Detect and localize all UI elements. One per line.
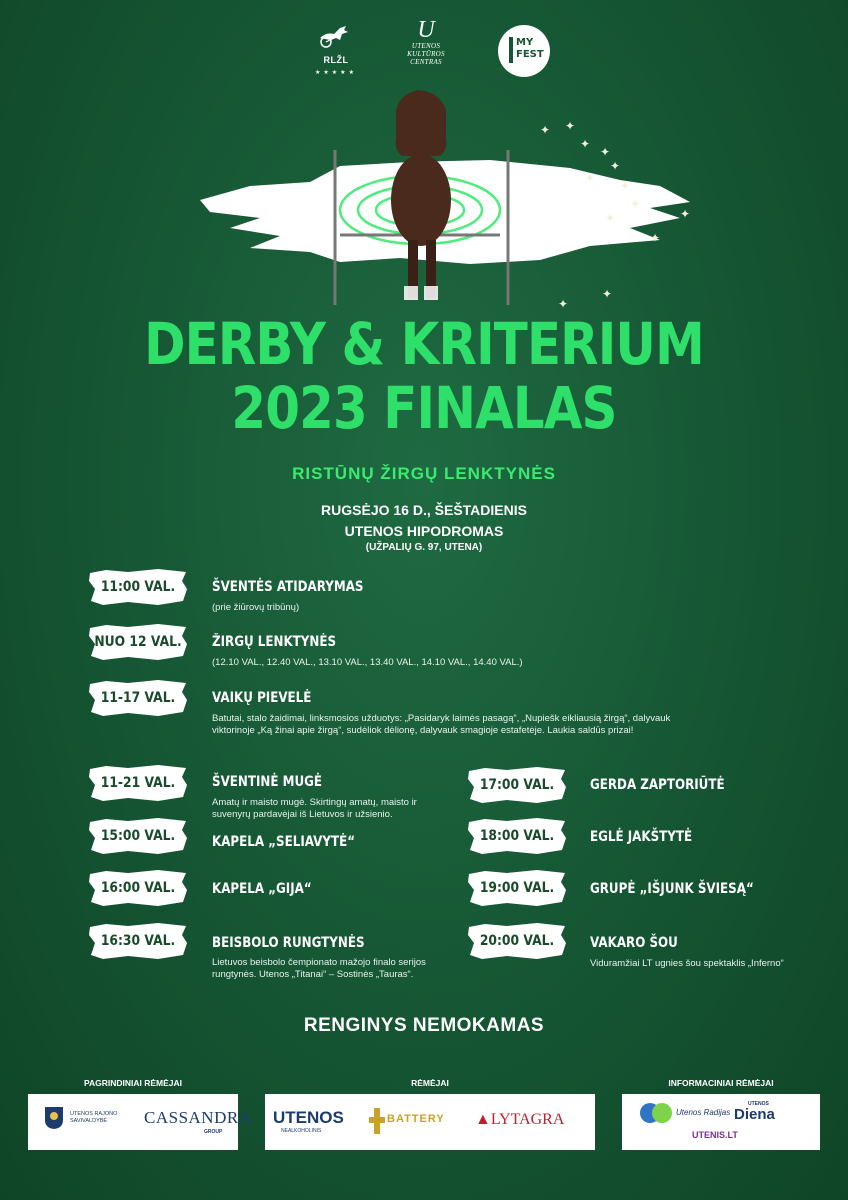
myfest-bar bbox=[509, 37, 513, 63]
time-badge: 11-17 VAL. bbox=[88, 678, 188, 718]
time-badge: 16:30 VAL. bbox=[88, 921, 188, 961]
svg-text:✦: ✦ bbox=[605, 211, 616, 225]
free-event-notice: RENGINYS NEMOKAMAS bbox=[303, 1015, 545, 1036]
time-badge: NUO 12 VAL. bbox=[88, 622, 188, 662]
event-venue: UTENOS HIPODROMAS bbox=[344, 523, 504, 539]
lytagra-name: LYTAGRA bbox=[490, 1111, 565, 1128]
stars-decoration: ★★★★★ bbox=[315, 70, 357, 76]
lytagra-triangle-icon: ▲ bbox=[475, 1111, 491, 1128]
event-description: (12.10 VAL., 12.40 VAL., 13.10 VAL., 13.40 VAL., 14.10 VAL., 14.40 VAL.) bbox=[212, 657, 523, 668]
lytagra-logo bbox=[475, 1111, 564, 1129]
utenos-beer-logo: UTENOS bbox=[273, 1108, 344, 1127]
event-title: GERDA ZAPTORIŪTĖ bbox=[590, 777, 725, 793]
event-address: (UŽPALIŲ G. 97, UTENA) bbox=[365, 542, 483, 553]
sponsors-box bbox=[265, 1094, 595, 1150]
utenis-logo: UTENIS.LT bbox=[692, 1130, 738, 1140]
svg-text:✦: ✦ bbox=[630, 197, 641, 211]
time-badge: 16:00 VAL. bbox=[88, 868, 188, 908]
main-sponsors-label: PAGRINDINIAI RĖMĖJAI bbox=[83, 1078, 183, 1088]
cassandra-group-text: GROUP bbox=[204, 1129, 223, 1135]
svg-text:✦: ✦ bbox=[600, 145, 611, 159]
svg-text:✦: ✦ bbox=[558, 297, 569, 311]
title-line-1: DERBY & KRITERIUM bbox=[144, 310, 704, 378]
horse bbox=[391, 90, 451, 300]
svg-text:✦: ✦ bbox=[580, 137, 591, 151]
svg-text:✦: ✦ bbox=[620, 179, 631, 193]
time-badge: 15:00 VAL. bbox=[88, 816, 188, 856]
event-title: KAPELA „SELIAVYTĖ“ bbox=[212, 834, 356, 850]
event-title: EGLĖ JAKŠTYTĖ bbox=[590, 829, 693, 845]
event-description: Amatų ir maisto mugė. Skirtingų amatų, maisto ir suvenyrų pardavėjai iš Lietuvos ir užsienio. bbox=[212, 797, 417, 820]
utenos-diena-small: UTENOS bbox=[748, 1101, 769, 1107]
utena-coat-of-arms-icon bbox=[44, 1106, 64, 1130]
cassandra-logo: CASSANDRA bbox=[144, 1108, 252, 1127]
battery-logo: BATTERY bbox=[387, 1113, 445, 1125]
subtitle: RISTŪNŲ ŽIRGŲ LENKTYNĖS bbox=[292, 464, 556, 483]
info-sponsors-box bbox=[622, 1094, 820, 1150]
main-title bbox=[59, 312, 788, 440]
ukc-u-mark: U bbox=[417, 17, 435, 43]
title-line-2: 2023 FINALAS bbox=[231, 374, 617, 442]
svg-text:✦: ✦ bbox=[540, 123, 551, 137]
ukc-line-3: CENTRAS bbox=[410, 58, 442, 66]
utenos-kulturos-centras-logo bbox=[395, 18, 457, 84]
utenos-radijas-logo: Utenos Radijas bbox=[676, 1108, 731, 1117]
utenos-nonalcoholic-text: NEALKOHOLINIS bbox=[281, 1128, 322, 1134]
event-date: RUGSĖJO 16 D., ŠEŠTADIENIS bbox=[321, 502, 527, 518]
rlzl-text: RLŽL bbox=[323, 55, 349, 65]
info-sponsors-label: INFORMACINIAI RĖMĖJAI bbox=[668, 1078, 774, 1088]
diena-logo: Diena bbox=[734, 1106, 775, 1123]
ukc-line-2: KULTŪROS bbox=[407, 50, 445, 58]
event-description: Viduramžiai LT ugnies šou spektaklis „Inferno“ bbox=[590, 958, 784, 969]
time-badge: 11-21 VAL. bbox=[88, 763, 188, 803]
myfest-logo bbox=[498, 25, 550, 77]
event-title: GRUPĖ „IŠJUNK ŠVIESĄ“ bbox=[590, 881, 754, 897]
event-title: BEISBOLO RUNGTYNĖS bbox=[212, 935, 365, 951]
battery-cross-icon bbox=[369, 1108, 385, 1134]
myfest-text bbox=[516, 37, 544, 61]
horse-race-illustration bbox=[190, 90, 710, 320]
myfest-fest: FEST bbox=[516, 49, 544, 60]
event-description: Lietuvos beisbolo čempionato mažojo finalo serijos rungtynės. Utenos „Titanai“ – Sostinės „Tauras“. bbox=[212, 957, 426, 980]
svg-text:✦: ✦ bbox=[650, 231, 661, 245]
time-badge: 18:00 VAL. bbox=[467, 816, 567, 856]
radio-circle-icon bbox=[652, 1103, 672, 1123]
ukc-line-1: UTENOS bbox=[411, 42, 441, 50]
utena-municipality-text: UTENOS RAJONO SAVIVALDYBĖ bbox=[70, 1111, 118, 1124]
event-description: (prie žiūrovų tribūnų) bbox=[212, 602, 300, 613]
sponsors-label: RĖMĖJAI bbox=[411, 1078, 449, 1088]
myfest-my: MY bbox=[516, 37, 534, 48]
time-badge: 20:00 VAL. bbox=[467, 921, 567, 961]
time-badge: 11:00 VAL. bbox=[88, 567, 188, 607]
svg-text:✦: ✦ bbox=[602, 287, 613, 301]
event-title: VAIKŲ PIEVELĖ bbox=[212, 690, 312, 706]
event-description: Batutai, stalo žaidimai, linksmosios užduotys: „Pasidaryk laimės pasagą“, „Nupiešk eikliausią žirgą“, dalyvauk viktorinoje „Ką žinai apie žirgą“, sudėliok dėlionę, dalyvauk smagioje estafetėje. Laukia saldūs prizai! bbox=[212, 713, 671, 736]
event-title: ŠVENTINĖ MUGĖ bbox=[212, 774, 323, 790]
rlzl-logo bbox=[308, 22, 364, 84]
main-sponsors-box bbox=[28, 1094, 252, 1150]
event-title: ŽIRGŲ LENKTYNĖS bbox=[212, 634, 337, 650]
event-title: VAKARO ŠOU bbox=[590, 935, 678, 951]
svg-text:✦: ✦ bbox=[680, 207, 691, 221]
event-title: KAPELA „GIJA“ bbox=[212, 881, 312, 897]
svg-text:✦: ✦ bbox=[585, 171, 596, 185]
horse-cart-icon bbox=[316, 22, 356, 48]
time-badge: 19:00 VAL. bbox=[467, 868, 567, 908]
event-title: ŠVENTĖS ATIDARYMAS bbox=[212, 579, 364, 595]
svg-text:✦: ✦ bbox=[565, 119, 576, 133]
time-badge: 17:00 VAL. bbox=[467, 765, 567, 805]
svg-text:✦: ✦ bbox=[610, 159, 621, 173]
